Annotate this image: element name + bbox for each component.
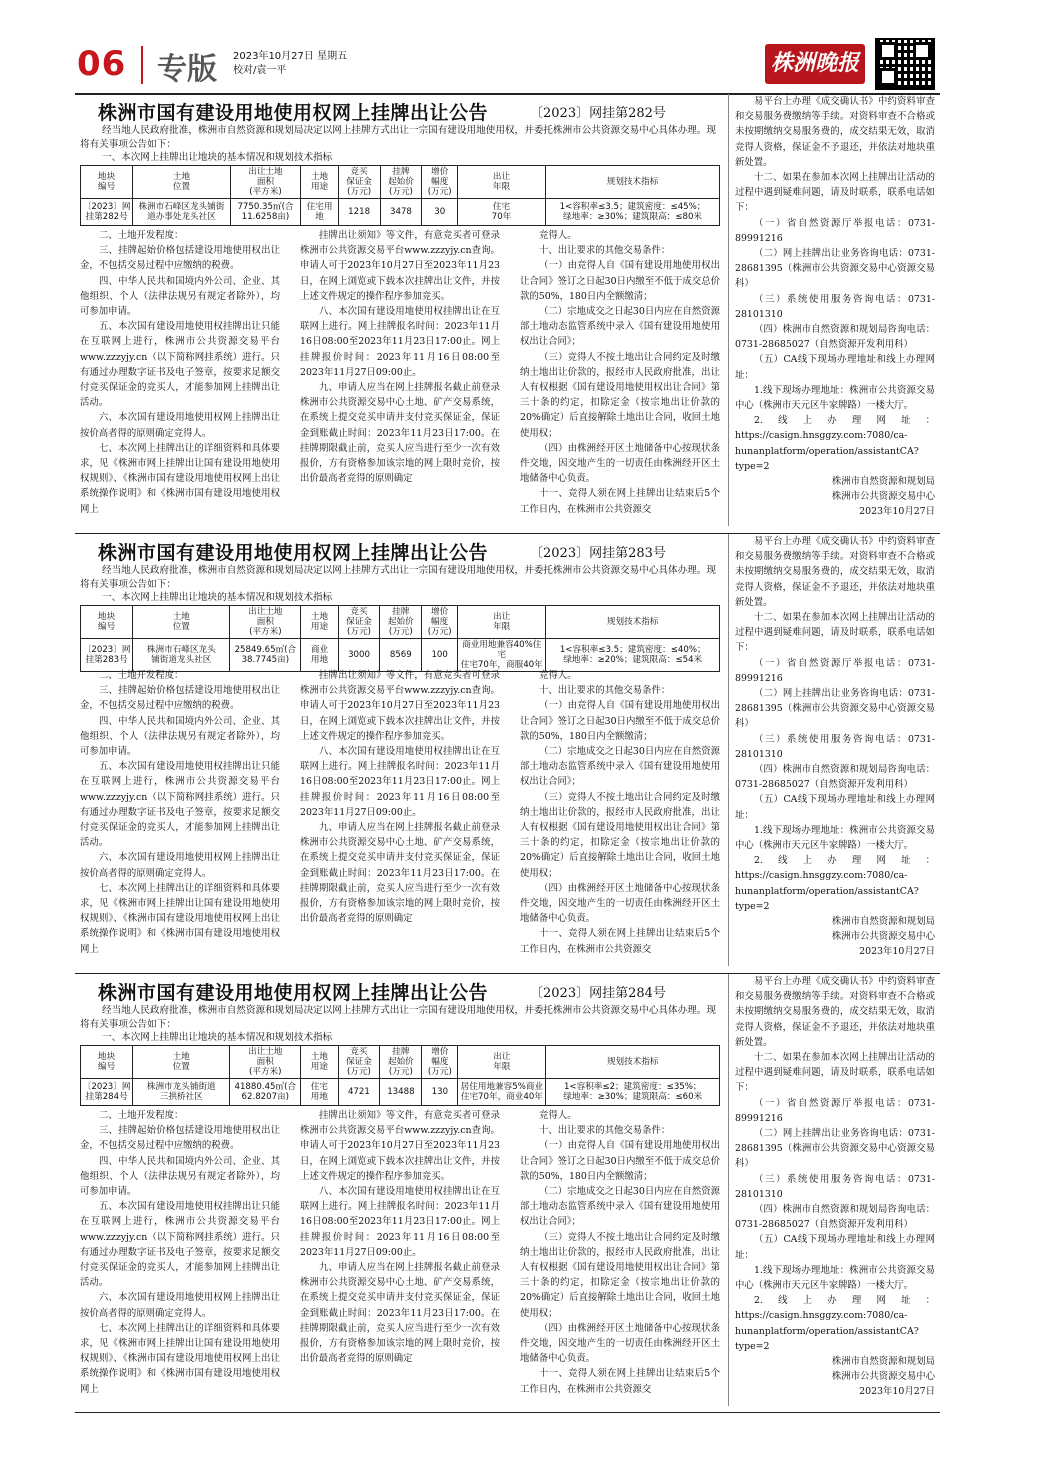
paragraph: （三）系统使用服务咨询电话：0731-28101310 [735,733,935,760]
table-caption: 一、本次网上挂牌出让地块的基本情况和规划技术指标 [102,152,333,163]
notice-intro: 经当地人民政府批准，株洲市自然资源和规划局决定以网上挂牌方式出让一宗国有建设用地使用权，并委托株洲市公共资源交易中心具体办理。现将有关事项公告如下： [80,125,716,150]
notice-number: 〔2023〕网挂第283号 [530,546,666,561]
table-cell: 30 [422,199,458,226]
notice-body [80,668,720,968]
paragraph: 七、本次网上挂牌出让的详细资料和具体要求，见《株洲市网上挂牌出让国有建设用地使用权规则》、《株洲市国有建设用地使用权网上出让系统操作说明》和《株洲市国有建设用地使用权网上 [80,882,280,955]
masthead-divider [141,46,143,84]
editor-credit: 校对/袁一平 [233,65,287,76]
table-caption: 一、本次网上挂牌出让地块的基本情况和规划技术指标 [102,592,333,603]
table-cell: 商业 用地 [301,639,338,672]
table-row [81,1079,720,1106]
table-cell: 8569 [380,639,422,672]
paragraph: 易平台上办理《成交确认书》中约资料审查和交易服务费缴纳等手续。对资料审查不合格或未按期缴纳交易服务费的，成交结果无效，取消竞得人资格，保证金不予退还，并依法对地块重新处置。 [735,536,935,608]
masthead [75,38,940,93]
paragraph: （一）省自然资源厅举报电话：0731-89991216 [735,1097,935,1124]
signature-line: 2023年10月27日 [859,1386,935,1398]
table-row [81,199,720,226]
paragraph: （一）由竞得人自《国有建设用地使用权出让合同》签订之日起30日内缴至不低于成交总价款的50%，180日内全额缴清； [520,700,720,742]
paragraph: 六、本次国有建设用地使用权网上挂牌出让按价高者得的原则确定竞得人。 [80,852,280,879]
land-table [80,165,720,226]
paragraph: 1.线下现场办理地址：株洲市公共资源交易中心（株洲市天元区牛家牌路）一楼大厅。 [735,824,935,852]
table-header-cell: 土地 位置 [133,1046,230,1079]
table-cell: 3000 [338,639,380,672]
paragraph: （四）由株洲经开区土地储备中心按现状条件交地，因交地产生的一切责任由株洲经开区土地储备中心负责。 [520,442,720,485]
paragraph: 七、本次网上挂牌出让的详细资料和具体要求，见《株洲市网上挂牌出让国有建设用地使用权规则》、《株洲市国有建设用地使用权网上出让系统操作说明》和《株洲市国有建设用地使用权网上 [80,442,280,515]
table-header-cell: 土地 位置 [133,166,230,199]
table-header-row [81,166,720,199]
paragraph: 十一、竞得人须在网上挂牌出让结束后5个工作日内，在株洲市公共资源交 [520,488,720,515]
table-header-cell: 出让土地 面积 (平方米) [230,166,301,199]
table-header-cell: 土地 用途 [301,606,338,639]
signature-line: 2023年10月27日 [859,946,935,958]
paragraph: （五）CA线下现场办理地址和线上办理网址： [735,354,935,381]
table-cell: 7750.35㎡(合 11.6258亩) [230,199,301,226]
table-header-cell: 规划技术指标 [546,606,720,639]
table-cell: 4721 [338,1079,380,1106]
table-cell: 41880.45㎡(合 62.8207亩) [230,1079,301,1106]
notice-separator [75,973,940,974]
paragraph: （二）网上挂牌出让业务咨询电话：0731-28681395（株洲市公共资源交易中心资源交易科） [735,688,935,730]
text-column [80,1108,280,1397]
paragraph: （五）CA线下现场办理地址和线上办理网址： [735,1234,935,1261]
table-header-cell: 竞买 保证金 (万元) [338,606,380,639]
table-header-cell: 土地 用途 [301,1046,338,1079]
table-cell: 居住用地兼容5%商业 住宅70年，商业40年 [458,1079,546,1106]
paragraph: 五、本次国有建设用地使用权挂牌出让只能在互联网上进行，株洲市公共资源交易平台www.zzzyjy.cn（以下简称网挂系统）进行。只有通过办理数字证书及电子签章，按要求足额交付竞买保证金的竞买人，才能参加网上挂牌出让活动。 [80,321,280,409]
table-cell: 130 [422,1079,458,1106]
land-table [80,605,720,672]
paragraph: （四）株洲市自然资源和规划局咨询电话：0731-28685027（自然资源开发利用科） [735,1204,935,1231]
paragraph: 1.线下现场办理地址：株洲市公共资源交易中心（株洲市天元区牛家牌路）一楼大厅。 [735,1264,935,1292]
paragraph: 2.线上办理网址：https://casign.hnsggzy.com:7080/ca-hunanplatform/operation/assistantCA?type=2 [735,1295,935,1352]
table-cell: 株洲市石峰区龙头 铺街道龙头社区 [133,639,230,672]
paragraph: （三）系统使用服务咨询电话：0731-28101310 [735,293,935,320]
paragraph: 易平台上办理《成交确认书》中约资料审查和交易服务费缴纳等手续。对资料审查不合格或未按期缴纳交易服务费的，成交结果无效，取消竞得人资格，保证金不予退还，并依法对地块重新处置。 [735,96,935,168]
paragraph: （四）由株洲经开区土地储备中心按现状条件交地，因交地产生的一切责任由株洲经开区土地储备中心负责。 [520,1322,720,1365]
paragraph: 八、本次国有建设用地使用权挂牌出让在互联网上进行。网上挂牌报名时间：2023年11月16日08:00至2023年11月23日17:00止。网上挂牌报价时间：2023年11月16日08:00至2023年11月27日09:00止。 [300,1186,500,1258]
text-column [80,228,280,517]
dateline [233,50,347,78]
notice-body [80,1108,720,1408]
land-notice [75,534,940,974]
notice-separator [75,1412,940,1413]
paragraph: （二）宗地成交之日起30日内应在自然资源部土地动态监管系统中录入《国有建设用地使用权出让合同》； [520,1186,720,1228]
table-header-cell: 竞买 保证金 (万元) [338,166,380,199]
table-cell: 住宅用地 [301,199,338,226]
paragraph: 十二、如果在参加本次网上挂牌出让活动的过程中遇到疑难问题，请及时联系，联系电话如下： [735,1052,935,1094]
table-header-cell: 增价 幅度 (万元) [422,606,458,639]
notice-intro: 经当地人民政府批准，株洲市自然资源和规划局决定以网上挂牌方式出让一宗国有建设用地使用权，并委托株洲市公共资源交易中心具体办理。现将有关事项公告如下： [80,565,716,590]
paragraph: 十二、如果在参加本次网上挂牌出让活动的过程中遇到疑难问题，请及时联系，联系电话如下： [735,172,935,214]
notice-separator [75,533,940,534]
table-cell: 〔2023〕网 挂第284号 [81,1079,133,1106]
notice-number: 〔2023〕网挂第282号 [530,106,666,121]
table-header-cell: 出让 年限 [458,166,546,199]
table-header-cell: 地块 编号 [81,166,133,199]
signature-line: 株洲市自然资源和规划局 [831,1356,935,1368]
paragraph: （四）由株洲经开区土地储备中心按现状条件交地，因交地产生的一切责任由株洲经开区土地储备中心负责。 [520,882,720,925]
notice-title: 株洲市国有建设用地使用权网上挂牌出让公告 [98,102,489,124]
notice-title: 株洲市国有建设用地使用权网上挂牌出让公告 [98,982,489,1004]
table-header-cell: 增价 幅度 (万元) [422,166,458,199]
column-divider [728,974,729,1406]
paragraph: （三）竞得人不按土地出让合同约定及时缴纳土地出让价款的，报经市人民政府批准，出让人有权根据《国有建设用地使用权出让合同》第三十条的约定，扣除定金（按宗地出让价款的20%确定）后直接解除土地出让合同，收回土地使用权； [520,351,720,439]
paragraph: 三、挂牌起始价格包括建设用地使用权出让金，不包括交易过程中应缴纳的税费。 [80,245,280,272]
column-divider [728,94,729,526]
paragraph: 八、本次国有建设用地使用权挂牌出让在互联网上进行。网上挂牌报名时间：2023年11月16日08:00至2023年11月23日17:00止。网上挂牌报价时间：2023年11月16日08:00至2023年11月27日09:00止。 [300,306,500,378]
paragraph: （二）网上挂牌出让业务咨询电话：0731-28681395（株洲市公共资源交易中心资源交易科） [735,1128,935,1170]
paragraph: 十、出让要求的其他交易条件： [539,685,671,697]
paragraph: 十、出让要求的其他交易条件： [539,245,671,257]
table-cell: 1<容积率≤3.5；建筑密度：≤45%； 绿地率：≥30%；建筑限高：≤80米 [546,199,720,226]
text-column [300,1108,500,1366]
signature-line: 株洲市公共资源交易中心 [831,1371,935,1383]
table-header-cell: 出让 年限 [458,606,546,639]
land-notice [75,94,940,534]
land-notice [75,974,940,1414]
table-row [81,639,720,672]
table-cell: 住宅 70年 [458,199,546,226]
paragraph: 十一、竞得人须在网上挂牌出让结束后5个工作日内，在株洲市公共资源交 [520,928,720,955]
table-caption: 一、本次网上挂牌出让地块的基本情况和规划技术指标 [102,1032,333,1043]
table-cell: 13488 [380,1079,422,1106]
section-title: 专版 [157,52,217,87]
paragraph: 二、土地开发程度： [99,230,184,241]
notice-body [80,228,720,528]
issue-date: 2023年10月27日 星期五 [233,51,348,62]
table-header-cell: 地块 编号 [81,1046,133,1079]
paragraph: 二、土地开发程度： [99,1110,184,1121]
paragraph: 四、中华人民共和国境内外公司、企业、其他组织、个人（法律法规另有规定者除外），均可参加申请。 [80,715,280,758]
contact-column [735,534,935,960]
table-cell: 株洲市石峰区龙头铺街 道办事处龙头社区 [133,199,230,226]
paragraph: 六、本次国有建设用地使用权网上挂牌出让按价高者得的原则确定竞得人。 [80,1292,280,1319]
paragraph: 挂牌出让须知》等文件，有意竞买者可登录株洲市公共资源交易平台www.zzzyjy.cn查询。申请人可于2023年10月27日至2023年11月23日，在网上浏览或下载本次挂牌出让文件，并按上述文件规定的操作程序参加竞买。 [300,1110,500,1182]
table-header-row [81,606,720,639]
paragraph: 三、挂牌起始价格包括建设用地使用权出让金，不包括交易过程中应缴纳的税费。 [80,1125,280,1152]
paragraph: 五、本次国有建设用地使用权挂牌出让只能在互联网上进行，株洲市公共资源交易平台www.zzzyjy.cn（以下简称网挂系统）进行。只有通过办理数字证书及电子签章，按要求足额交付竞买保证金的竞买人，才能参加网上挂牌出让活动。 [80,1201,280,1289]
table-cell: 3478 [380,199,422,226]
table-header-row [81,1046,720,1079]
table-header-cell: 出让土地 面积 (平方米) [230,606,301,639]
table-header-cell: 增价 幅度 (万元) [422,1046,458,1079]
paragraph: 六、本次国有建设用地使用权网上挂牌出让按价高者得的原则确定竞得人。 [80,412,280,439]
signature-line: 株洲市自然资源和规划局 [831,916,935,928]
table-header-cell: 规划技术指标 [546,166,720,199]
table-header-cell: 竞买 保证金 (万元) [338,1046,380,1079]
paragraph: 2.线上办理网址：https://casign.hnsggzy.com:7080/ca-hunanplatform/operation/assistantCA?type=2 [735,855,935,912]
paragraph: 1.线下现场办理地址：株洲市公共资源交易中心（株洲市天元区牛家牌路）一楼大厅。 [735,384,935,412]
table-cell: 〔2023〕网 挂第283号 [81,639,133,672]
paragraph: 二、土地开发程度： [99,670,184,681]
paragraph: （二）宗地成交之日起30日内应在自然资源部土地动态监管系统中录入《国有建设用地使用权出让合同》； [520,746,720,788]
paragraph: 八、本次国有建设用地使用权挂牌出让在互联网上进行。网上挂牌报名时间：2023年11月16日08:00至2023年11月23日17:00止。网上挂牌报价时间：2023年11月16日08:00至2023年11月27日09:00止。 [300,746,500,818]
newspaper-logo: 株洲晚报 [765,44,865,84]
paragraph: 三、挂牌起始价格包括建设用地使用权出让金，不包括交易过程中应缴纳的税费。 [80,685,280,712]
paragraph: （二）宗地成交之日起30日内应在自然资源部土地动态监管系统中录入《国有建设用地使用权出让合同》； [520,306,720,348]
paragraph: 易平台上办理《成交确认书》中约资料审查和交易服务费缴纳等手续。对资料审查不合格或未按期缴纳交易服务费的，成交结果无效，取消竞得人资格，保证金不予退还，并依法对地块重新处置。 [735,976,935,1048]
table-header-cell: 地块 编号 [81,606,133,639]
table-header-cell: 土地 位置 [133,606,230,639]
contact-column [735,94,935,520]
text-column [520,668,720,957]
paragraph: （三）竞得人不按土地出让合同约定及时缴纳土地出让价款的，报经市人民政府批准，出让人有权根据《国有建设用地使用权出让合同》第三十条的约定，扣除定金（按宗地出让价款的20%确定）后直接解除土地出让合同，收回土地使用权； [520,791,720,879]
page-number: 06 [77,44,127,84]
paragraph: （一）省自然资源厅举报电话：0731-89991216 [735,217,935,244]
table-cell: 1<容积率≤3.5；建筑密度：≤40%； 绿地率：≥20%；建筑限高：≤54米 [546,639,720,672]
paragraph: （二）网上挂牌出让业务咨询电话：0731-28681395（株洲市公共资源交易中心资源交易科） [735,248,935,290]
paragraph: （一）由竞得人自《国有建设用地使用权出让合同》签订之日起30日内缴至不低于成交总价款的50%，180日内全额缴清； [520,260,720,302]
contact-column [735,974,935,1400]
paragraph: （一）由竞得人自《国有建设用地使用权出让合同》签订之日起30日内缴至不低于成交总价款的50%，180日内全额缴清； [520,1140,720,1182]
table-header-cell: 规划技术指标 [546,1046,720,1079]
paragraph: （四）株洲市自然资源和规划局咨询电话：0731-28685027（自然资源开发利用科） [735,324,935,351]
paragraph: （四）株洲市自然资源和规划局咨询电话：0731-28685027（自然资源开发利用科） [735,764,935,791]
notice-number: 〔2023〕网挂第284号 [530,986,666,1001]
signature-line: 株洲市公共资源交易中心 [831,931,935,943]
signature-line: 2023年10月27日 [859,506,935,518]
paragraph: （三）系统使用服务咨询电话：0731-28101310 [735,1173,935,1200]
table-cell: 商业用地兼容40%住宅 住宅70年，商服40年 [458,639,546,672]
table-header-cell: 挂牌 起始价 (万元) [380,606,422,639]
paragraph: 四、中华人民共和国境内外公司、企业、其他组织、个人（法律法规另有规定者除外），均可参加申请。 [80,1155,280,1198]
paragraph: 九、申请人应当在网上挂牌报名截止前登录株洲市公共资源交易中心土地、矿产交易系统，在系统上提交竞买申请并支付竞买保证金，保证金到账截止时间：2023年11月23日17:00。在挂牌期限截止前，竞买人应当进行至少一次有效报价，方有资格参加该宗地的网上限时竞价，按出价最高者竞得的原则确定 [300,1262,500,1365]
text-column [300,668,500,926]
text-column [520,1108,720,1397]
paragraph: 挂牌出让须知》等文件，有意竞买者可登录株洲市公共资源交易平台www.zzzyjy.cn查询。申请人可于2023年10月27日至2023年11月23日，在网上浏览或下载本次挂牌出让文件，并按上述文件规定的操作程序参加竞买。 [300,670,500,742]
paragraph: 十、出让要求的其他交易条件： [539,1125,671,1137]
table-cell: 住宅 用地 [301,1079,338,1106]
text-column [300,228,500,486]
paragraph: 四、中华人民共和国境内外公司、企业、其他组织、个人（法律法规另有规定者除外），均可参加申请。 [80,275,280,318]
table-header-cell: 出让土地 面积 (平方米) [230,1046,301,1079]
table-header-cell: 出让 年限 [458,1046,546,1079]
text-column [80,668,280,957]
paragraph: 挂牌出让须知》等文件，有意竞买者可登录株洲市公共资源交易平台www.zzzyjy.cn查询。申请人可于2023年10月27日至2023年11月23日，在网上浏览或下载本次挂牌出让文件，并按上述文件规定的操作程序参加竞买。 [300,230,500,302]
paragraph: 九、申请人应当在网上挂牌报名截止前登录株洲市公共资源交易中心土地、矿产交易系统，在系统上提交竞买申请并支付竞买保证金，保证金到账截止时间：2023年11月23日17:00。在挂牌期限截止前，竞买人应当进行至少一次有效报价，方有资格参加该宗地的网上限时竞价，按出价最高者竞得的原则确定 [300,382,500,485]
paragraph: 竞得人。 [539,670,577,681]
paragraph: （五）CA线下现场办理地址和线上办理网址： [735,794,935,821]
paragraph: 十二、如果在参加本次网上挂牌出让活动的过程中遇到疑难问题，请及时联系，联系电话如下： [735,612,935,654]
table-cell: 25849.65㎡(合 38.7745亩) [230,639,301,672]
column-divider [728,534,729,966]
paragraph: 九、申请人应当在网上挂牌报名截止前登录株洲市公共资源交易中心土地、矿产交易系统，在系统上提交竞买申请并支付竞买保证金，保证金到账截止时间：2023年11月23日17:00。在挂牌期限截止前，竞买人应当进行至少一次有效报价，方有资格参加该宗地的网上限时竞价，按出价最高者竞得的原则确定 [300,822,500,925]
table-header-cell: 土地 用途 [301,166,338,199]
table-header-cell: 挂牌 起始价 (万元) [380,1046,422,1079]
signature-line: 株洲市自然资源和规划局 [831,476,935,488]
land-table [80,1045,720,1106]
text-column [520,228,720,517]
paragraph: （三）竞得人不按土地出让合同约定及时缴纳土地出让价款的，报经市人民政府批准，出让人有权根据《国有建设用地使用权出让合同》第三十条的约定，扣除定金（按宗地出让价款的20%确定）后直接解除土地出让合同，收回土地使用权； [520,1231,720,1319]
table-cell: 100 [422,639,458,672]
table-header-cell: 挂牌 起始价 (万元) [380,166,422,199]
paragraph: 十一、竞得人须在网上挂牌出让结束后5个工作日内，在株洲市公共资源交 [520,1368,720,1395]
paragraph: 竞得人。 [539,1110,577,1121]
paragraph: 七、本次网上挂牌出让的详细资料和具体要求，见《株洲市网上挂牌出让国有建设用地使用权规则》、《株洲市国有建设用地使用权网上出让系统操作说明》和《株洲市国有建设用地使用权网上 [80,1322,280,1395]
notice-intro: 经当地人民政府批准，株洲市自然资源和规划局决定以网上挂牌方式出让一宗国有建设用地使用权，并委托株洲市公共资源交易中心具体办理。现将有关事项公告如下： [80,1005,716,1030]
table-cell: 1218 [338,199,380,226]
paragraph: 竞得人。 [539,230,577,241]
paragraph: 2.线上办理网址：https://casign.hnsggzy.com:7080/ca-hunanplatform/operation/assistantCA?type=2 [735,415,935,472]
notice-title: 株洲市国有建设用地使用权网上挂牌出让公告 [98,542,489,564]
table-cell: 〔2023〕网 挂第282号 [81,199,133,226]
table-cell: 株洲市龙头铺街道 三拱桥社区 [133,1079,230,1106]
paragraph: （一）省自然资源厅举报电话：0731-89991216 [735,657,935,684]
signature-line: 株洲市公共资源交易中心 [831,491,935,503]
table-cell: 1<容积率≤2；建筑密度：≤35%； 绿地率：≥30%；建筑限高：≤60米 [546,1079,720,1106]
qr-code-icon [875,38,935,90]
paragraph: 五、本次国有建设用地使用权挂牌出让只能在互联网上进行，株洲市公共资源交易平台www.zzzyjy.cn（以下简称网挂系统）进行。只有通过办理数字证书及电子签章，按要求足额交付竞买保证金的竞买人，才能参加网上挂牌出让活动。 [80,761,280,849]
